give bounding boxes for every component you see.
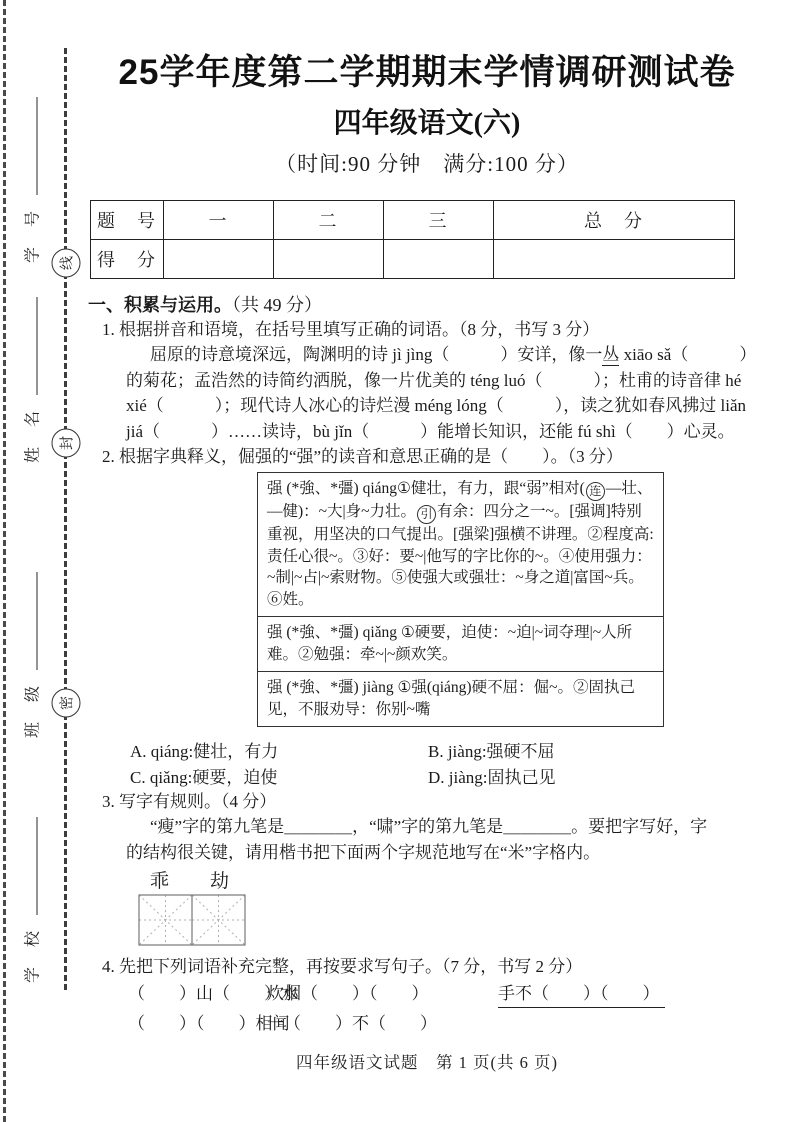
section1-heading-text: 一、积累与运用。 bbox=[88, 295, 232, 315]
student-id-field bbox=[20, 97, 43, 263]
school-field bbox=[20, 817, 43, 983]
q1-line1-a: 屈原的诗意境深远，陶渊明的诗 jì jìng（ ）安详，像一 bbox=[150, 345, 603, 364]
score-table-header-row bbox=[91, 201, 735, 240]
paper-title: 25学年度第二学期期末学情调研测试卷 bbox=[118, 53, 736, 92]
class-field bbox=[20, 572, 43, 738]
q2-options-row2 bbox=[88, 763, 766, 789]
option-c: C. qiǎng:硬要，迫使 bbox=[130, 768, 278, 787]
school-blank bbox=[27, 817, 38, 915]
q3-line1: “瘦”字的第九笔是＿＿＿＿，“啸”字的第九笔是＿＿＿＿。要把字写好，字 bbox=[150, 817, 708, 836]
score-table-score-row bbox=[91, 240, 735, 279]
name-field bbox=[20, 297, 43, 463]
score-row-label: 得 分 bbox=[91, 240, 164, 279]
score-header-total: 总 分 bbox=[494, 201, 735, 240]
score-cell-3 bbox=[384, 240, 494, 279]
q1-line3: xié（ ）；现代诗人冰心的诗烂漫 méng lóng（ ），读之犹如春风拂过 liǎn bbox=[126, 396, 747, 415]
q2-prompt: 2. 根据字典释义，倔强的“强”的读音和意思正确的是（ ）。（3 分） bbox=[102, 447, 623, 466]
time-score-line: （时间:90 分钟 满分:100 分） bbox=[275, 152, 579, 176]
option-a: A. qiáng:健壮，有力 bbox=[130, 742, 279, 761]
paper-subtitle: 四年级语文(六) bbox=[333, 108, 521, 139]
seal-char-mi: 密 bbox=[52, 689, 81, 718]
q2-options-row1 bbox=[88, 737, 766, 763]
q1-line4: jiá（ ）……读诗，bù jǐn（ ）能增长知识，还能 fú shì（ ）心灵。 bbox=[126, 421, 735, 441]
dict-entry-jiang: 强 (*強、*彊) jiàng ①强(qiáng)硬不屈：倔~。②固执己见，不服劝导：你别~嘴 bbox=[258, 671, 663, 726]
mi-zi-grid bbox=[138, 894, 766, 946]
score-header-1: 一 bbox=[164, 201, 274, 240]
name-label: 姓 名 bbox=[24, 408, 42, 464]
seal-char-line: 线 bbox=[52, 249, 81, 278]
dict-entry-1-text2: —壮、—健)：~大|身~力壮。 bbox=[267, 480, 653, 520]
score-header-timu: 题 号 bbox=[91, 201, 164, 240]
score-cell-total bbox=[494, 240, 735, 279]
score-header-2: 二 bbox=[274, 201, 384, 240]
q1-underlined-char: 丛 bbox=[602, 345, 620, 364]
score-cell-1 bbox=[164, 240, 274, 279]
q4-idiom-1: （ ）山（ ）水 bbox=[128, 984, 298, 1003]
class-label: 班 级 bbox=[24, 683, 42, 739]
dict-entry-1-text3: 有余：四分之一~。[强调]特别重视，用坚决的口气提出。[强梁]强横不讲理。②程度高:责任心很~。③好：要~|他写的字比你的~。④使用强力：~制|~占|~索财物。⑤使强大或强壮：~身之道|富国~兵。⑥姓。 bbox=[267, 503, 654, 608]
seal-dashed-line bbox=[64, 48, 67, 990]
page-edge-dashed-line bbox=[3, 0, 6, 1122]
option-b: B. jiàng:强硬不屈 bbox=[428, 742, 555, 761]
q3-prompt: 3. 写字有规则。（4 分） bbox=[102, 792, 277, 811]
q4-row2 bbox=[88, 1009, 766, 1039]
q4-idiom-5: 一（ ）不（ ） bbox=[267, 1014, 437, 1033]
class-blank bbox=[27, 572, 38, 670]
circled-yin: 引 bbox=[417, 505, 436, 524]
dict-entry-1-text: 强 (*強、*彊) qiáng①健壮，有力，跟“弱”相对( bbox=[267, 480, 585, 497]
q4-prompt: 4. 先把下列词语补充完整，再按要求写句子。（7 分，书写 2 分） bbox=[102, 957, 583, 976]
dictionary-box bbox=[257, 472, 664, 727]
option-d: D. jiàng:固执己见 bbox=[428, 768, 556, 787]
q1-line2: 的菊花；孟浩然的诗简约洒脱，像一片优美的 téng luó（ ）；杜甫的诗音律 hé bbox=[126, 370, 742, 390]
section1-heading-score: （共 49 分） bbox=[232, 295, 322, 315]
q4-idiom-3-underlined: 手不（ ）（ ） bbox=[498, 979, 665, 1008]
dict-entry-qiang3: 强 (*強、*彊) qiǎng ①硬要，迫使：~迫|~词夺理|~人所难。②勉强：牵~|~颜欢笑。 bbox=[258, 616, 663, 671]
school-label: 学 校 bbox=[24, 928, 42, 984]
section1-heading bbox=[88, 293, 766, 317]
circled-lian: 连 bbox=[586, 482, 605, 501]
dict-entry-qiang2 bbox=[258, 473, 663, 616]
q3-practice-chars bbox=[88, 866, 766, 894]
page-footer: 四年级语文试题 第 1 页(共 6 页) bbox=[296, 1053, 558, 1072]
q3-line2: 的结构很关键，请用楷书把下面两个字规范地写在“米”字格内。 bbox=[126, 843, 601, 862]
student-id-blank bbox=[27, 97, 38, 195]
q4-idiom-4: （ ）（ ）相闻 bbox=[128, 1014, 290, 1033]
paper-content bbox=[88, 0, 766, 1073]
score-cell-2 bbox=[274, 240, 384, 279]
q1-line1 bbox=[150, 342, 766, 368]
seal-char-feng: 封 bbox=[52, 429, 81, 458]
score-header-3: 三 bbox=[384, 201, 494, 240]
student-id-label: 学 号 bbox=[24, 208, 42, 264]
name-blank bbox=[27, 297, 38, 395]
q1-prompt: 1. 根据拼音和语境，在括号里填写正确的词语。（8 分，书写 3 分） bbox=[102, 320, 600, 339]
q1-line1-b: xiāo sǎ（ ） bbox=[619, 345, 757, 364]
score-table bbox=[90, 200, 735, 279]
practice-char-jie: 劫 bbox=[210, 871, 230, 892]
q4-idiom-2: 炊烟（ ）（ ） bbox=[267, 984, 429, 1003]
q4-row1 bbox=[88, 979, 766, 1009]
practice-char-guai: 乖 bbox=[150, 871, 170, 892]
mi-zi-grid-svg bbox=[138, 894, 246, 946]
